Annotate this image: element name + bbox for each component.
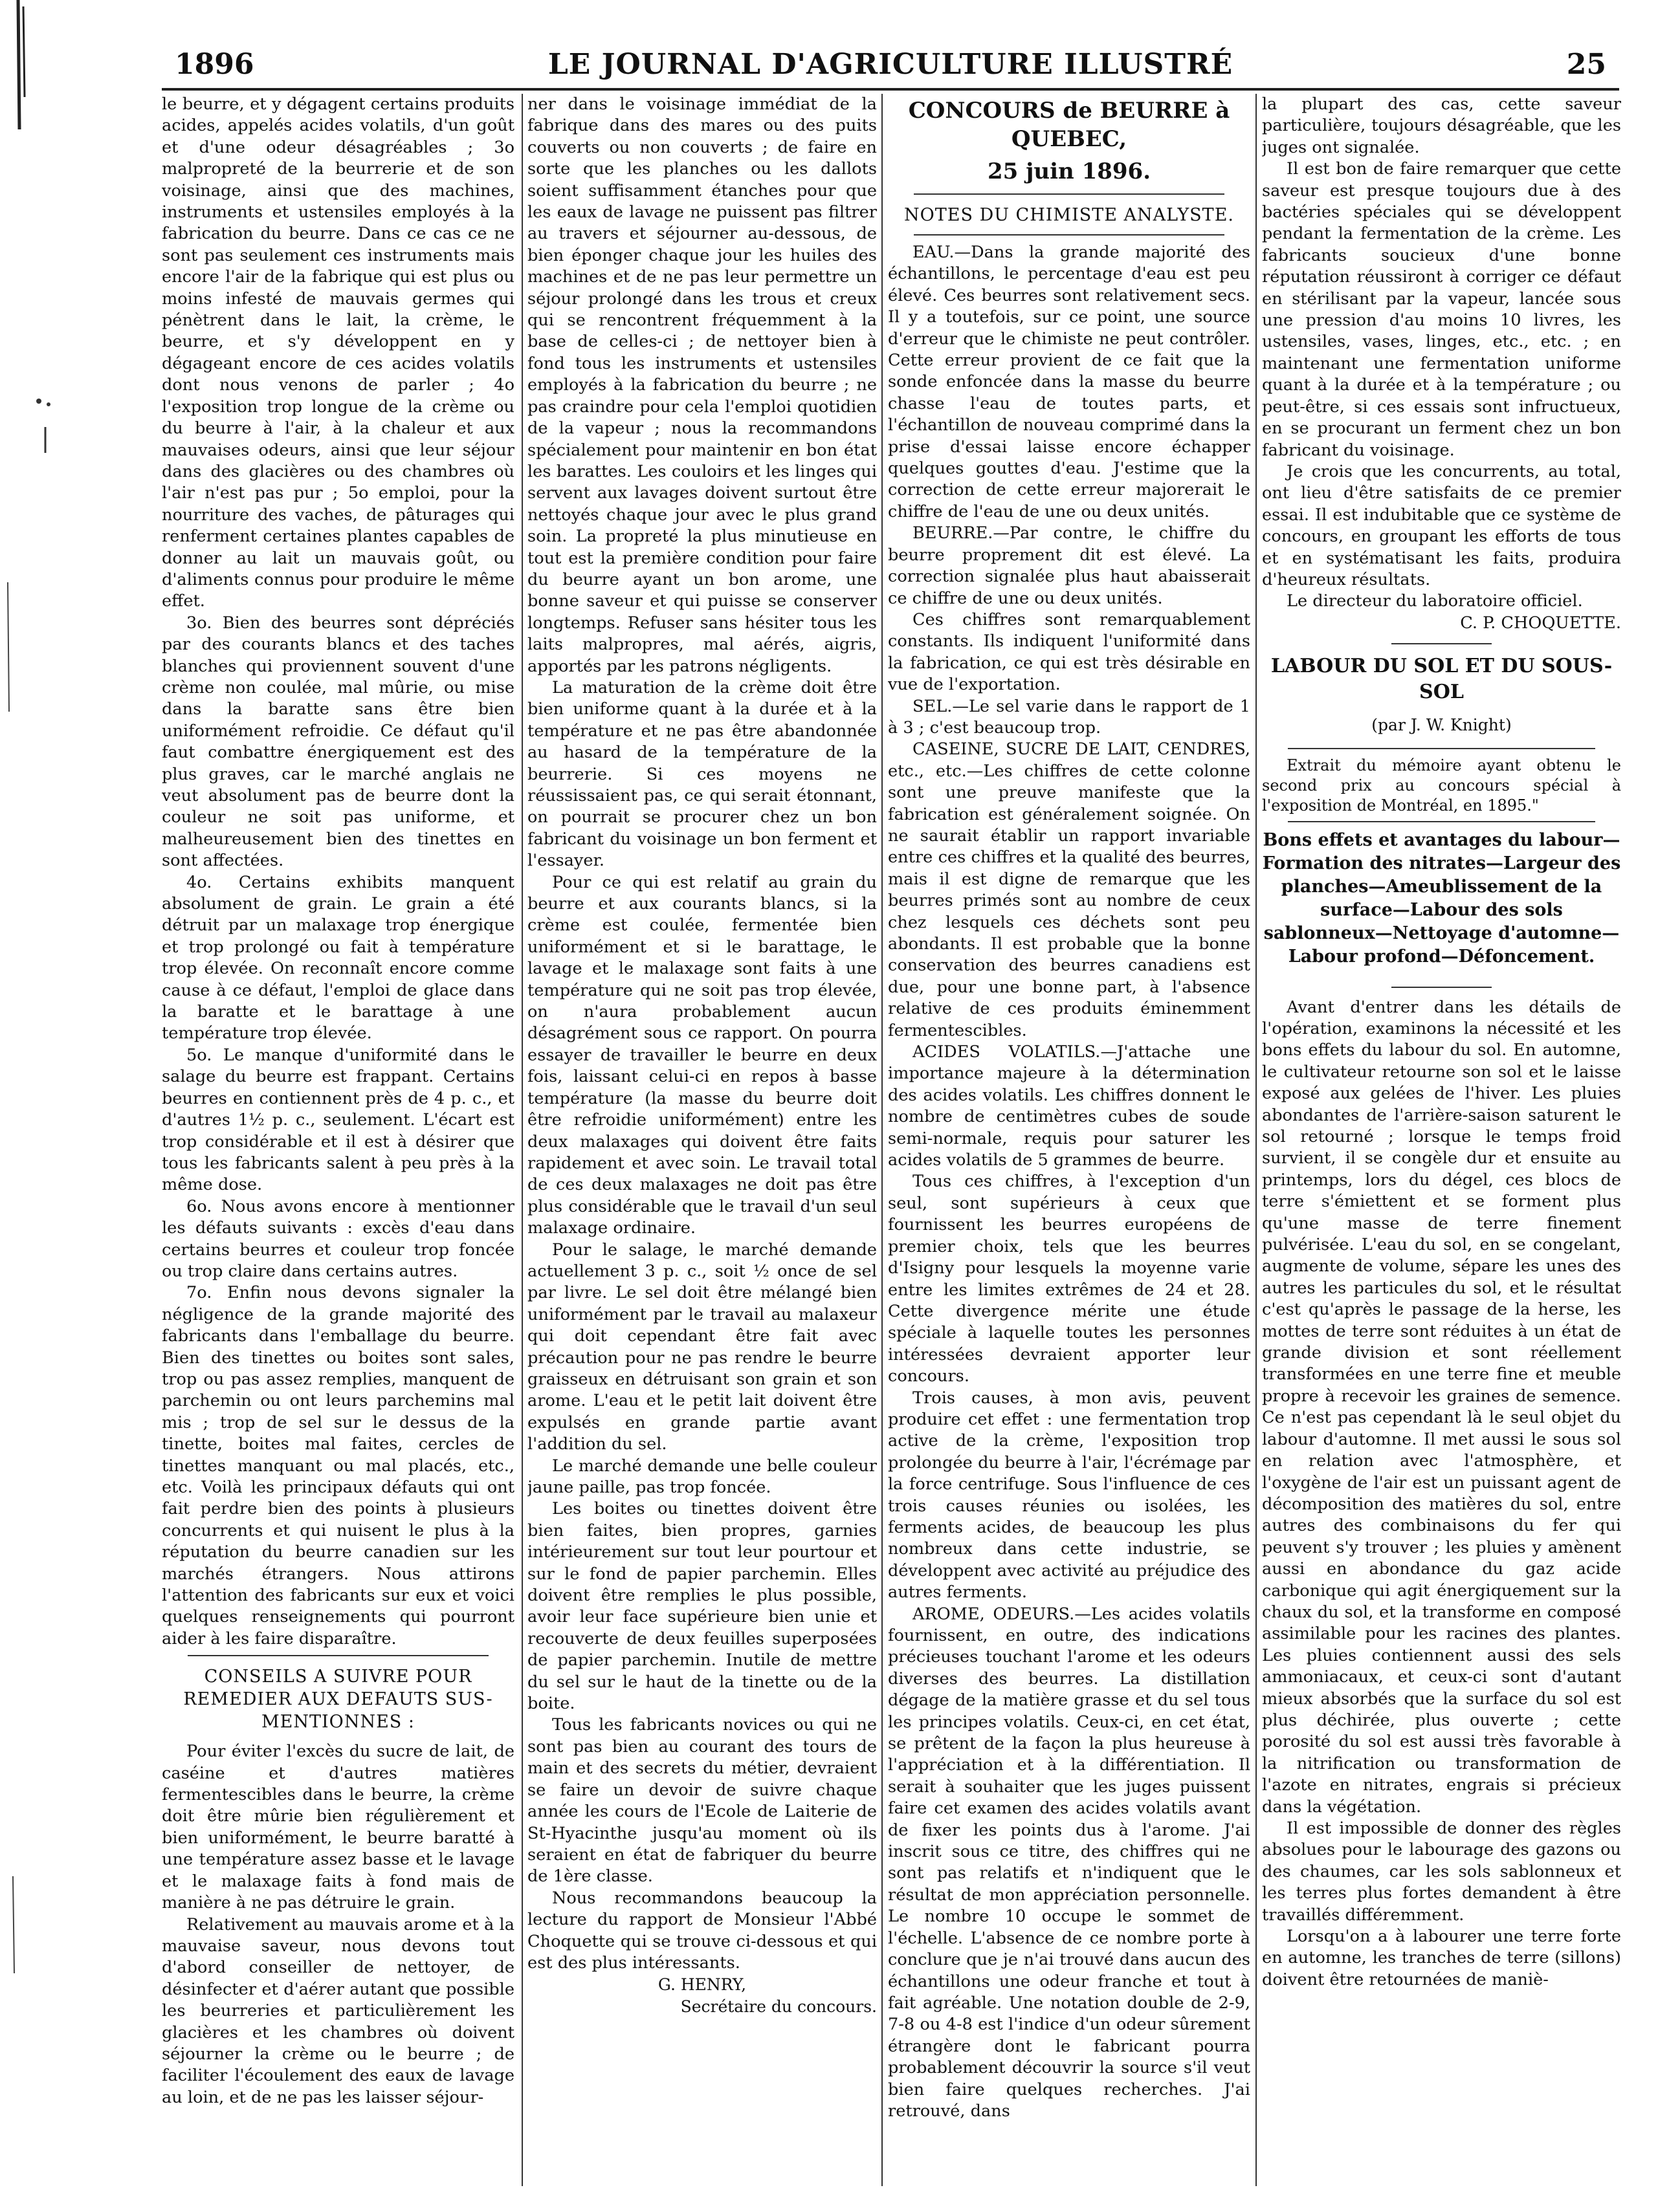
paragraph: le beurre, et y dégagent certains produits acides, appelés acides volatils, d'un goût et d'une odeur désagréables ; 3o malpropreté de la beurrerie et de son voisinage, ainsi que des machines, instruments et ustensiles employés à la fabrication du beurre. Dans ce cas ce ne sont pas seulement ces instruments mais encore l'air de la fabrique qui est plus ou moins infesté de mauvais germes qui pénètrent dans le lait, la crème, le beurre, et s'y développent en y dégageant encore de ces acides volatils dont nous venons de parler ; 4o l'exposition trop longue de la crème ou du beurre à l'air, à la chaleur et aux mauvaises odeurs, ainsi que leur séjour dans des glacières ou des chambres où l'air n'est pas pur ; 5o emploi, pour la nourriture des vaches, de pâturages qui renferment certaines plantes capables de donner au lait un mauvais goût, ou d'aliments connus pour produire le même effet.: [162, 94, 514, 611]
article-title: CONCOURS de BEURRE à QUEBEC,: [908, 98, 1230, 152]
page-header: [162, 45, 1619, 87]
paragraph: 7o. Enfin nous devons signaler la négligence de la grande majorité des fabricants dans l'emballage du beurre. Bien des tinettes ou boites sont sales, trop ou pas assez remplies, manquent de parchemin ou ont leurs parchemins mal mis ; trop de sel sur le dessus de la tinette, boites mal faites, cercles de tinettes manquant ou mal placés, etc., etc. Voilà les principaux défauts qui ont fait perdre bien des points à plusieurs concurrents et qui nuisent le plus à la réputation du beurre canadien sur les marchés étrangers. Nous attirons l'attention des fabricants sur eux et voici quelques renseignements qui pourront aider à les faire disparaître.: [162, 1283, 514, 1648]
column-2: [527, 94, 877, 2186]
paragraph: Il est impossible de donner des règles absolues pour le labourage des gazons ou des chaumes, car les sols sablonneux et les terres plus fortes demandent à être travaillés différemment.: [1262, 1819, 1621, 1925]
issue-year: 1896: [175, 48, 254, 81]
column-4: [1262, 94, 1621, 2186]
article-date: 25 juin 1896.: [987, 159, 1151, 184]
paragraph: ACIDES VOLATILS.—J'attache une importance majeure à la détermination des acides volatils. Les chiffres donnent le nombre de centimètres cubes de soude semi-normale, requis pour saturer les acides volatils de 5 grammes de beurre.: [888, 1042, 1250, 1170]
paragraph: SEL.—Le sel varie dans le rapport de 1 à 3 ; c'est beaucoup trop.: [888, 696, 1250, 738]
binding-margin-marks: [0, 0, 58, 2212]
journal-title: LE JOURNAL D'AGRICULTURE ILLUSTRÉ: [547, 48, 1233, 81]
signature-name: G. HENRY,: [658, 1975, 747, 1995]
paragraph: Ces chiffres sont remarquablement constants. Ils indiquent l'uniformité dans la fabrication, ce qui est très désirable en vue de l'exportation.: [888, 609, 1250, 695]
column-1: [162, 94, 514, 2186]
paragraph: Pour éviter l'excès du sucre de lait, de caséine et d'autres matières fermentescibles dans le beurre, la crème doit être mûrie bien régulièrement et bien uniformément, le beurre baratté à une température assez basse et le lavage et le malaxage faits à fond mais de manière à ne pas détruire le grain.: [162, 1742, 514, 1913]
column-divider: [881, 94, 883, 2186]
paragraph: 6o. Nous avons encore à mentionner les défauts suivants : excès d'eau dans certains beurres et couleur trop foncée ou trop claire dans certains autres.: [162, 1196, 514, 1281]
paragraph: la plupart des cas, cette saveur particulière, toujours désagréable, que les juges ont signalée.: [1262, 94, 1621, 157]
paragraph: Avant d'entrer dans les détails de l'opération, examinons la nécessité et les bons effets du labour du sol. En automne, le cultivateur retourne son sol et le laisse exposé aux gelées de l'hiver. Les pluies abondantes de l'arrière-saison saturent le sol retourné ; lorsque le temps froid survient, il se congèle dur et ensuite au printemps, lors du dégel, ces blocs de terre s'émiettent et se forment plus qu'une masse de terre finement pulvérisée. L'eau du sol, en se congelant, augmente de volume, sépare les unes des autres les particules du sol, et le résultat c'est qu'après le passage de la herse, les mottes de terre sont réduites à un état de grande division et sont réellement transformées en une terre fine et meuble propre à recevoir les graines de semence. Ce n'est pas cependant là le seul objet du labour d'automne. Il met aussi le sous sol en relation avec l'atmosphère, et l'oxygène de l'air est un puissant agent de décomposition des matières du sol, entre autres des combinaisons du fer qui peuvent s'y trouver ; les pluies y amènent aussi en abondance du gaz acide carbonique qui agit énergiquement sur la chaux du sol, et la transforme en composé assimilable pour les racines des plantes. Les pluies contiennent aussi des sels ammoniacaux, et ceux-ci sont d'autant mieux absorbés que la surface du sol est plus déchirée, plus ouverte ; cette porosité du sol est aussi très favorable à la nitrification ou transformation de l'azote en nitrates, engrais si précieux dans la végétation.: [1262, 997, 1621, 1817]
paragraph: Lorsqu'on a à labourer une terre forte en automne, les tranches de terre (sillons) doivent être retournées de maniè-: [1262, 1927, 1621, 1989]
section-rule: [914, 193, 1224, 195]
section-rule: [1288, 748, 1595, 749]
column-divider: [1255, 94, 1257, 2186]
director-line: Le directeur du laboratoire officiel.: [1287, 591, 1583, 611]
paragraph: Relativement au mauvais arome et à la mauvaise saveur, nous devons tout d'abord conseiller de nettoyer, de désinfecter et d'aérer autant que possible les beurreries et particulièrement les glacières et les chambres où doivent séjourner la crème ou le beurre ; de faciliter l'écoulement des eaux de lavage au loin, et de ne pas les laisser séjour-: [162, 1914, 514, 2107]
section-rule: [188, 1655, 489, 1656]
paragraph: 3o. Bien des beurres sont dépréciés par des courants blancs et des taches blanches qui proviennent souvent d'une crème non coulée, mal mûrie, ou mise dans la baratte sans être bien uniformément refroidie. Ce défaut qu'il faut combattre énergiquement est des plus graves, car le marché anglais ne veut absolument pas de beurre dont la couleur ne soit pas uniforme, et malheureusement bien des tinettes en sont affectées.: [162, 613, 514, 871]
paragraph: Pour ce qui est relatif au grain du beurre et aux courants blancs, si la crème est coulée, fermentée bien uniformément et si le barattage, le lavage et le malaxage sont faits à une température qui ne soit pas trop élevée, on n'aura probablement aucun désagrément sous ce rapport. On pourra essayer de travailler le beurre en deux fois, laissant celui-ci en repos à basse température (la masse du beurre doit être refroidie uniformément) entre les deux malaxages qui doivent être faits rapidement et avec soin. Le travail total de ces deux malaxages ne doit pas être plus considérable que le travail d'un seul malaxage ordinaire.: [527, 872, 877, 1238]
director-name: C. P. CHOQUETTE.: [1460, 613, 1621, 633]
paragraph: Nous recommandons beaucoup la lecture du rapport de Monsieur l'Abbé Choquette qui se trouve ci-dessous et qui est des plus intéressants.: [527, 1888, 877, 1973]
paragraph: Je crois que les concurrents, au total, ont lieu d'être satisfaits de ce premier essai. Il est indubitable que ce système de concours, en groupant les efforts de tous et en systématisant les faits, produira d'heureux résultats.: [1262, 461, 1621, 589]
paragraph: ner dans le voisinage immédiat de la fabrique dans des mares ou des puits couverts ou non couverts ; de faire en sorte que les planches ou les dallots soient suffisamment étanches pour que les eaux de lavage ne puissent pas filtrer au travers et séjourner au-dessous, de bien éponger chaque jour les huiles des machines et de ne pas leur permettre un séjour prolongé dans les trous et creux qui se rencontrent fréquemment à la base de celles-ci ; de nettoyer bien à fond tous les instruments et ustensiles employés à la fabrication du beurre ; ne pas craindre pour cela l'emploi quotidien de la vapeur ; nous la recommandons spécialement pour maintenir en bon état les barattes. Les couloirs et les linges qui servent aux lavages doivent surtout être nettoyés chaque jour avec le plus grand soin. La propreté la plus minutieuse en tout est la première condition pour faire du beurre ayant un bon arome, une bonne saveur et qui puisse se conserver longtemps. Refuser sans hésiter tous les laits malpropres, mal aérés, aigris, apportés par les patrons négligents.: [527, 94, 877, 676]
paragraph: 4o. Certains exhibits manquent absolument de grain. Le grain a été détruit par un malaxage trop énergique et trop prolongé ou fait à température trop élevée. On reconnaît encore comme cause à ce défaut, l'emploi de glace dans la baratte et le barattage à une température trop élevée.: [162, 872, 514, 1044]
section-title: CONSEILS A SUIVRE POUR REMEDIER AUX DEFAUTS SUS-MENTIONNES :: [183, 1667, 493, 1733]
header-rule: [162, 88, 1619, 91]
paragraph: 5o. Le manque d'uniformité dans le salage du beurre est frappant. Certains beurres en contiennent près de 4 p. c., et d'autres 1½ p. c., seulement. L'écart est trop considérable et il est à désirer que tous les fabricants salent à peu près à la même dose.: [162, 1045, 514, 1195]
paragraph: Il est bon de faire remarquer que cette saveur est presque toujours due à des bactéries spéciales qui se développent pendant la fermentation de la crème. Les fabricants soucieux d'une bonne réputation réussiront à corriger ce défaut en stérilisant par la vapeur, lancée sous une pression d'au moins 10 livres, les ustensiles, vases, linges, etc., etc. ; en maintenant une fermentation uniforme quant à la durée et à la température ; ou peut-être, si ces essais sont infructueux, en se procurant un ferment chez un bon fabricant du voisinage.: [1262, 159, 1621, 460]
paragraph: Le marché demande une belle couleur jaune paille, pas trop foncée.: [527, 1456, 877, 1497]
article-subtitle: NOTES DU CHIMISTE ANALYSTE.: [904, 205, 1234, 225]
extract-note: Extrait du mémoire ayant obtenu le second prix au concours spécial à l'exposition de Montréal, en 1895.": [1262, 756, 1621, 815]
paragraph: Tous ces chiffres, à l'exception d'un seul, sont supérieurs à ceux que fournissent les beurres européens de premier choix, tels que les beurres d'Isigny pour lesquels la moyenne varie entre les limites extrêmes de 24 et 28. Cette divergence mérite une étude spéciale à laquelle toutes les personnes intéressées devraient apporter leur concours.: [888, 1172, 1250, 1386]
paragraph: Les boites ou tinettes doivent être bien faites, bien propres, garnies intérieurement sur tout leur pourtour et sur le fond de papier parchemin. Elles doivent être remplies le plus possible, avoir leur face supérieure bien unie et recouverte de deux feuilles superposées de papier parchemin. Inutile de mettre du sel sur le haut de la tinette ou de la boite.: [527, 1499, 877, 1714]
column-divider: [522, 94, 523, 2186]
paragraph: EAU.—Dans la grande majorité des échantillons, le percentage d'eau est peu élevé. Ces beurres sont relativement secs. Il y a toutefois, sur ce point, une source d'erreur que le chimiste ne peut contrôler. Cette erreur provient de ce fait que la sonde enfoncée dans la masse du beurre chasse l'eau de toutes parts, et l'échantillon de nouveau comprimé dans la prise d'essai laisse encore échapper quelques gouttes d'eau. J'estime que la correction de cette erreur majorerait le chiffre de l'eau de une ou deux unités.: [888, 243, 1250, 521]
paragraph: Tous les fabricants novices ou qui ne sont pas bien au courant des tours de main et des secrets du métier, devraient se faire un devoir de suivre chaque année les cours de l'Ecole de Laiterie de St-Hyacinthe jusqu'au moment où ils seraient en état de fabriquer du beurre de 1ère classe.: [527, 1715, 877, 1887]
paragraph: CASEINE, SUCRE DE LAIT, CENDRES, etc., etc.—Les chiffres de cette colonne sont une preuve manifeste que la fabrication est généralement soignée. On ne saurait établir un rapport invariable entre ces chiffres et la qualité des beurres, mais il est digne de remarque que les beurres primés sont au nombre de ceux chez lesquels ces déchets sont peu abondants. Il est probable que la bonne conservation des beurres canadiens est due, pour une bonne part, à l'absence relative de ces produits éminemment fermentescibles.: [888, 739, 1250, 1040]
column-3: [888, 94, 1250, 2186]
article-summary: Bons effets et avantages du labour—Formation des nitrates—Largeur des planches—Ameublissement de la surface—Labour des sols sablonneux—Nettoyage d'automne—Labour profond—Défoncement.: [1262, 829, 1621, 967]
labour-article-title: LABOUR DU SOL ET DU SOUS-SOL: [1270, 655, 1613, 704]
paragraph: Pour le salage, le marché demande actuellement 3 p. c., soit ½ once de sel par livre. Le sel doit être mélangé bien uniformément par le travail au malaxeur qui doit cependant être fait avec précaution pour ne pas rendre le beurre graisseux en détruisant son grain et son arome. L'eau et le petit lait doivent être expulsés en grande partie avant l'addition du sel.: [527, 1240, 877, 1454]
section-rule: [914, 234, 1224, 235]
paragraph: BEURRE.—Par contre, le chiffre du beurre proprement dit est élevé. La correction signalée plus haut abaisserait ce chiffre de une ou deux unités.: [888, 523, 1250, 608]
separator-rule: [1391, 987, 1492, 988]
page-number: 25: [1566, 48, 1606, 81]
paragraph: La maturation de la crème doit être bien uniforme quant à la durée et à la température et ne pas être abandonnée au hasard de la température de la beurrerie. Si ces moyens ne réussissaient pas, ce qui serait étonnant, on pourrait se procurer chez un bon fabricant du voisinage un bon ferment et l'essayer.: [527, 677, 877, 871]
paragraph: Trois causes, à mon avis, peuvent produire cet effet : une fermentation trop active de la crème, l'exposition trop prolongée du beurre à l'air, l'écrémage par la force centrifuge. Sous l'influence de ces trois causes réunies ou isolées, les ferments acides, de beaucoup les plus nombreux dans cette industrie, se développent avec activité au préjudice des autres ferments.: [888, 1388, 1250, 1603]
signature-role: Secrétaire du concours.: [680, 1997, 877, 2016]
section-rule: [1288, 821, 1595, 822]
byline: (par J. W. Knight): [1371, 716, 1512, 735]
paragraph: AROME, ODEURS.—Les acides volatils fournissent, en outre, des indications précieuses touchant l'arome et les odeurs diverses des beurres. La distillation dégage de la matière grasse et du sel tous les principes volatils. Ceux-ci, en cet état, se prêtent de la façon la plus heureuse à l'appréciation et à la différentiation. Il serait à souhaiter que les juges puissent faire cet examen des acides volatils avant de fixer les points dus à l'arome. J'ai inscrit sous ce titre, des chiffres qui ne sont pas relatifs et n'indiquent que le résultat de mon appréciation personnelle. Le nombre 10 occupe le sommet de l'échelle. L'absence de ce nombre porte à conclure que je n'ai trouvé dans aucun des échantillons une odeur franche et tout à fait agréable. Une notation double de 2-9, 7-8 ou 4-8 est l'indice d'un odeur sûrement étrangère dont le fabricant pourra probablement découvrir la source s'il veut bien faire quelques recherches. J'ai retrouvé, dans: [888, 1604, 1250, 2121]
separator-rule: [1391, 643, 1492, 644]
